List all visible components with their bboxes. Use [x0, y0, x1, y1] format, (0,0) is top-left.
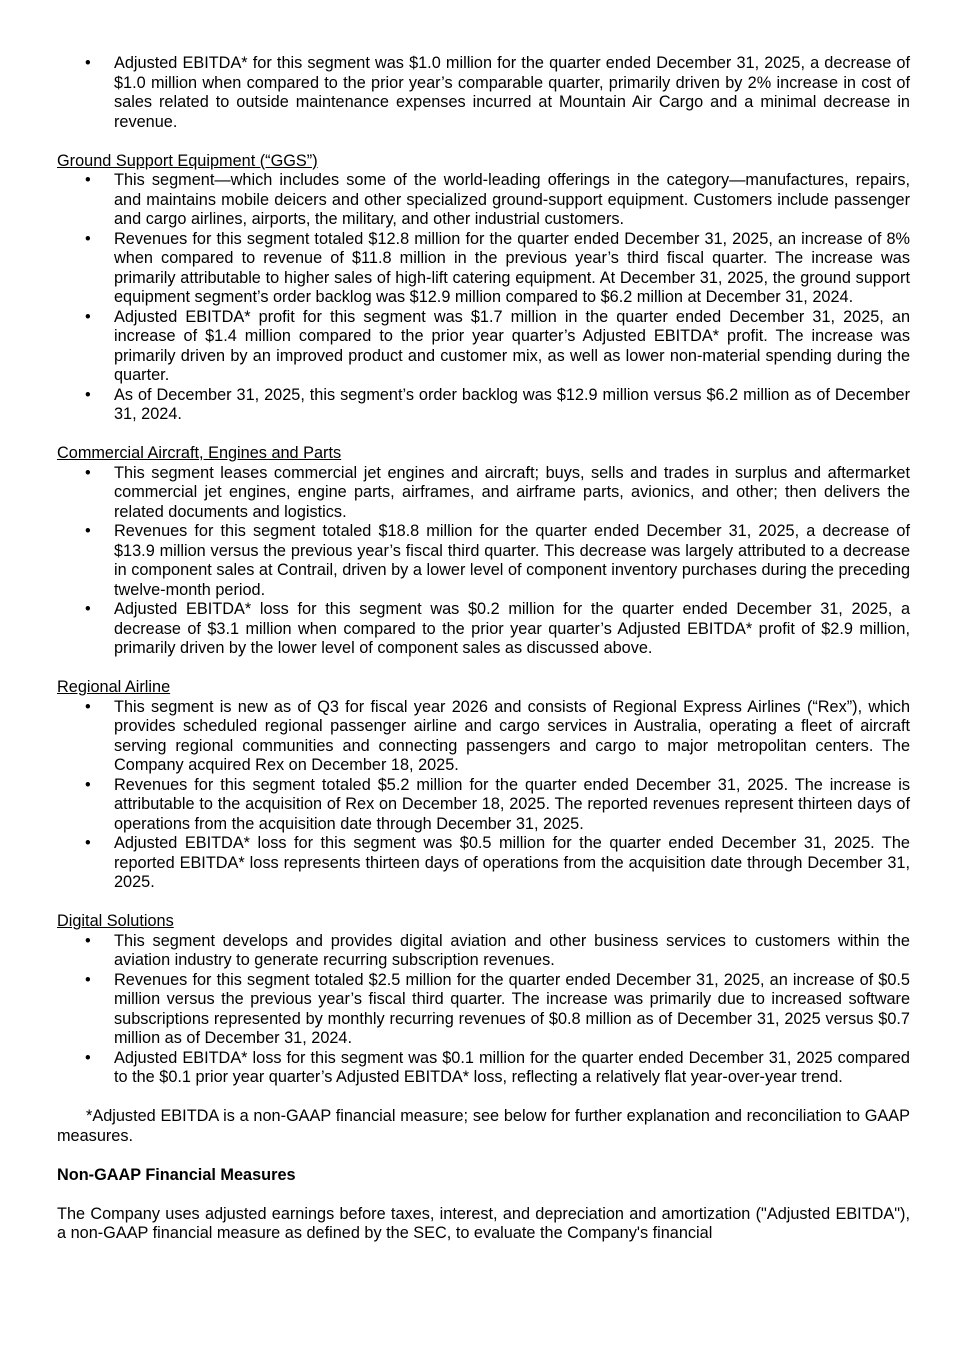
bullet-list [57, 464, 910, 659]
section-title: Commercial Aircraft, Engines and Parts [57, 444, 342, 462]
bullet-item: • Adjusted EBITDA* profit for this segment was $1.7 million in the quarter ended December 31, 2025, an increase of $1.4 million compared to the prior year quarter’s Adjusted EBITDA* profit. The increase was primarily driven by an improved product and customer mix, as well as lower non-material spending during the quarter. [114, 308, 910, 386]
bullet-item: • Revenues for this segment totaled $18.8 million for the quarter ended December 31, 2025, a decrease of $13.9 million versus the previous year’s fiscal third quarter. This decrease was largely attributed to a decrease in component sales at Contrail, driven by a lower level of component inventory purchases during the preceding twelve-month period. [114, 522, 910, 600]
bullet-list [57, 698, 910, 893]
bullet-item: • This segment is new as of Q3 for fiscal year 2026 and consists of Regional Express Airlines (“Rex”), which provides scheduled regional passenger airline and cargo services in Australia, operating a fleet of aircraft serving regional communities and connecting passengers and cargo to major metropolitan centers. The Company acquired Rex on December 18, 2025. [114, 698, 910, 776]
body-paragraph: The Company uses adjusted earnings before taxes, interest, and depreciation and amortization ("Adjusted EBITDA"), a non-GAAP financial measure as defined by the SEC, to evaluate the Company's financial [57, 1204, 910, 1242]
bullet-item: • This segment develops and provides digital aviation and other business services to customers within the aviation industry to generate recurring subscription revenues. [114, 932, 910, 971]
bullet-item: • As of December 31, 2025, this segment’s order backlog was $12.9 million versus $6.2 million as of December 31, 2024. [114, 386, 910, 425]
bullet-item: • Revenues for this segment totaled $12.8 million for the quarter ended December 31, 2025, an increase of 8% when compared to revenue of $11.8 million in the previous year’s third fiscal quarter. The increase was primarily attributable to higher sales of high-lift catering equipment. At December 31, 2025, the ground support equipment segment’s order backlog was $12.9 million compared to $6.2 million at December 31, 2024. [114, 230, 910, 308]
section-regional-airline [57, 678, 910, 893]
bullet-item: • Adjusted EBITDA* loss for this segment was $0.2 million for the quarter ended December 31, 2025, a decrease of $3.1 million when compared to the prior year quarter’s Adjusted EBITDA* profit of $2.9 million, primarily driven by the lower level of component sales as discussed above. [114, 600, 910, 659]
bullet-item: • Revenues for this segment totaled $5.2 million for the quarter ended December 31, 2025. The increase is attributable to the acquisition of Rex on December 18, 2025. The reported revenues represent thirteen days of operations from the acquisition date through December 31, 2025. [114, 776, 910, 835]
bullet-item: • Adjusted EBITDA* for this segment was $1.0 million for the quarter ended December 31, 2025, a decrease of $1.0 million when compared to the prior year’s comparable quarter, primarily driven by 2% increase in cost of sales related to outside maintenance expenses incurred at Mountain Air Cargo and a minimal decrease in revenue. [114, 54, 910, 132]
intro-bullet-list [57, 54, 910, 132]
section-title: Ground Support Equipment (“GGS”) [57, 151, 318, 170]
section-ground-support-equipment [57, 152, 910, 425]
bullet-item: • Adjusted EBITDA* loss for this segment was $0.5 million for the quarter ended December 31, 2025. The reported EBITDA* loss represents thirteen days of operations from the acquisition date through December 31, 2025. [114, 834, 910, 893]
bullet-list [57, 171, 910, 425]
bullet-item: • Adjusted EBITDA* loss for this segment was $0.1 million for the quarter ended December 31, 2025 compared to the $0.1 prior year quarter’s Adjusted EBITDA* loss, reflecting a relatively flat year-over-year trend. [114, 1049, 910, 1088]
section-title: Regional Airline [57, 678, 171, 696]
section-digital-solutions [57, 912, 910, 1088]
section-heading: Non-GAAP Financial Measures [57, 1165, 296, 1184]
bullet-item: • This segment—which includes some of the world-leading offerings in the category—manufactures, repairs, and maintains mobile deicers and other specialized ground-support equipment. Customers include passenger and cargo airlines, airports, the military, and other industrial customers. [114, 171, 910, 230]
footnote: *Adjusted EBITDA is a non-GAAP financial measure; see below for further explanation and reconciliation to GAAP measures. [57, 1107, 910, 1145]
section-commercial-aircraft [57, 444, 910, 659]
section-title: Digital Solutions [57, 912, 174, 930]
bullet-item: • Revenues for this segment totaled $2.5 million for the quarter ended December 31, 2025, an increase of $0.5 million versus the previous year’s fiscal third quarter. The increase was primarily due to increased software subscriptions represented by monthly recurring revenues of $0.8 million as of December 31, 2025 versus $0.7 million as of December 31, 2024. [114, 971, 910, 1049]
bullet-list [57, 932, 910, 1088]
bullet-item: • This segment leases commercial jet engines and aircraft; buys, sells and trades in surplus and aftermarket commercial jet engines, engine parts, airframes, and airframe parts, avionics, and other; then delivers the related documents and logistics. [114, 464, 910, 523]
